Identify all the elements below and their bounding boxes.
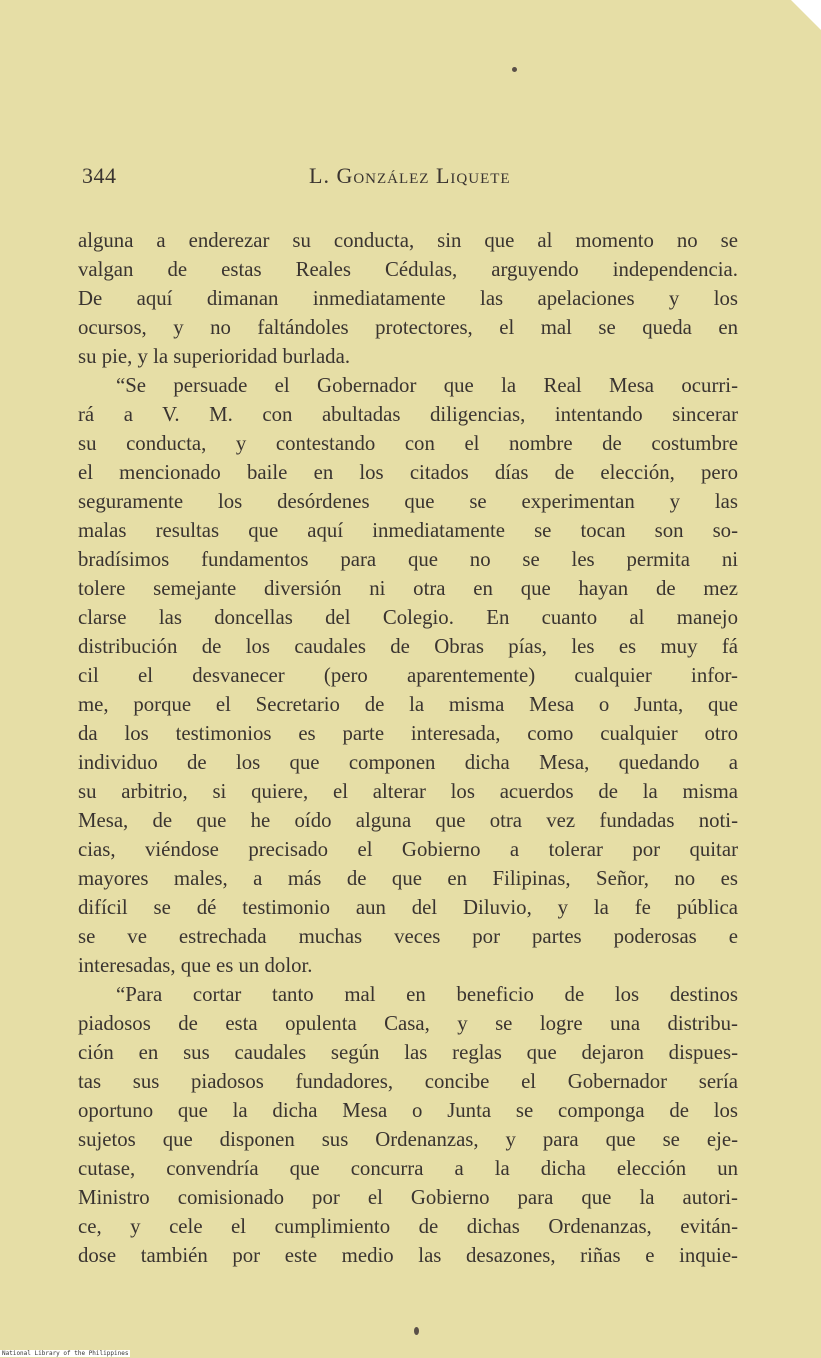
text-line: piadosos de esta opulenta Casa, y se logre una distribu- <box>78 1012 738 1035</box>
text-line: su arbitrio, si quiere, el alterar los acuerdos de la misma <box>78 780 738 803</box>
text-line: interesadas, que es un dolor. <box>78 954 313 977</box>
text-line: sujetos que disponen sus Ordenanzas, y para que se eje- <box>78 1128 738 1151</box>
text-line: distribución de los caudales de Obras pías, les es muy fá <box>78 635 738 658</box>
text-line: alguna a enderezar su conducta, sin que al momento no se <box>78 229 738 252</box>
text-line: rá a V. M. con abultadas diligencias, intentando sincerar <box>78 403 738 426</box>
text-line: individuo de los que componen dicha Mesa, quedando a <box>78 751 738 774</box>
text-line: seguramente los desórdenes que se experimentan y las <box>78 490 738 513</box>
text-line: dose también por este medio las desazones, riñas e inquie- <box>78 1244 738 1267</box>
text-line: ce, y cele el cumplimiento de dichas Ordenanzas, evitán- <box>78 1215 738 1238</box>
text-line: Ministro comisionado por el Gobierno para que la autori- <box>78 1186 738 1209</box>
library-credit: National Library of the Philippines <box>2 1350 129 1357</box>
text-line: tas sus piadosos fundadores, concibe el Gobernador sería <box>78 1070 738 1093</box>
text-line: cutase, convendría que concurra a la dicha elección un <box>78 1157 738 1180</box>
page-number: 344 <box>82 163 117 188</box>
text-line: mayores males, a más de que en Filipinas, Señor, no es <box>78 867 738 890</box>
text-line: oportuno que la dicha Mesa o Junta se componga de los <box>78 1099 738 1122</box>
text-line: valgan de estas Reales Cédulas, arguyendo independencia. <box>78 258 738 281</box>
text-line: se ve estrechada muchas veces por partes poderosas e <box>78 925 738 948</box>
running-header <box>82 163 742 193</box>
text-line: Mesa, de que he oído alguna que otra vez fundadas noti- <box>78 809 738 832</box>
text-line: su conducta, y contestando con el nombre de costumbre <box>78 432 738 455</box>
text-line: ocursos, y no faltándoles protectores, el mal se queda en <box>78 316 738 339</box>
running-title-author: L. González Liquete <box>309 163 511 188</box>
text-line: cil el desvanecer (pero aparentemente) cualquier infor- <box>78 664 738 687</box>
text-line: su pie, y la superioridad burlada. <box>78 345 351 368</box>
text-line: malas resultas que aquí inmediatamente se tocan son so- <box>78 519 738 542</box>
text-line: cias, viéndose precisado el Gobierno a tolerar por quitar <box>78 838 738 861</box>
text-line: tolere semejante diversión ni otra en que hayan de mez <box>78 577 738 600</box>
torn-corner <box>791 0 821 30</box>
text-line: me, porque el Secretario de la misma Mesa o Junta, que <box>78 693 738 716</box>
text-line: clarse las doncellas del Colegio. En cuanto al manejo <box>78 606 738 629</box>
text-line: “Para cortar tanto mal en beneficio de los destinos <box>116 983 738 1006</box>
text-line: bradísimos fundamentos para que no se les permita ni <box>78 548 738 571</box>
text-line: ción en sus caudales según las reglas que dejaron dispues- <box>78 1041 738 1064</box>
text-line: “Se persuade el Gobernador que la Real Mesa ocurri- <box>116 374 738 397</box>
text-line: De aquí dimanan inmediatamente las apelaciones y los <box>78 287 738 310</box>
text-line: difícil se dé testimonio aun del Diluvio, y la fe pública <box>78 896 738 919</box>
ink-speck <box>512 67 517 72</box>
text-line: da los testimonios es parte interesada, como cualquier otro <box>78 722 738 745</box>
ink-speck <box>414 1327 419 1335</box>
body-text <box>78 226 738 1270</box>
text-line: el mencionado baile en los citados días de elección, pero <box>78 461 738 484</box>
